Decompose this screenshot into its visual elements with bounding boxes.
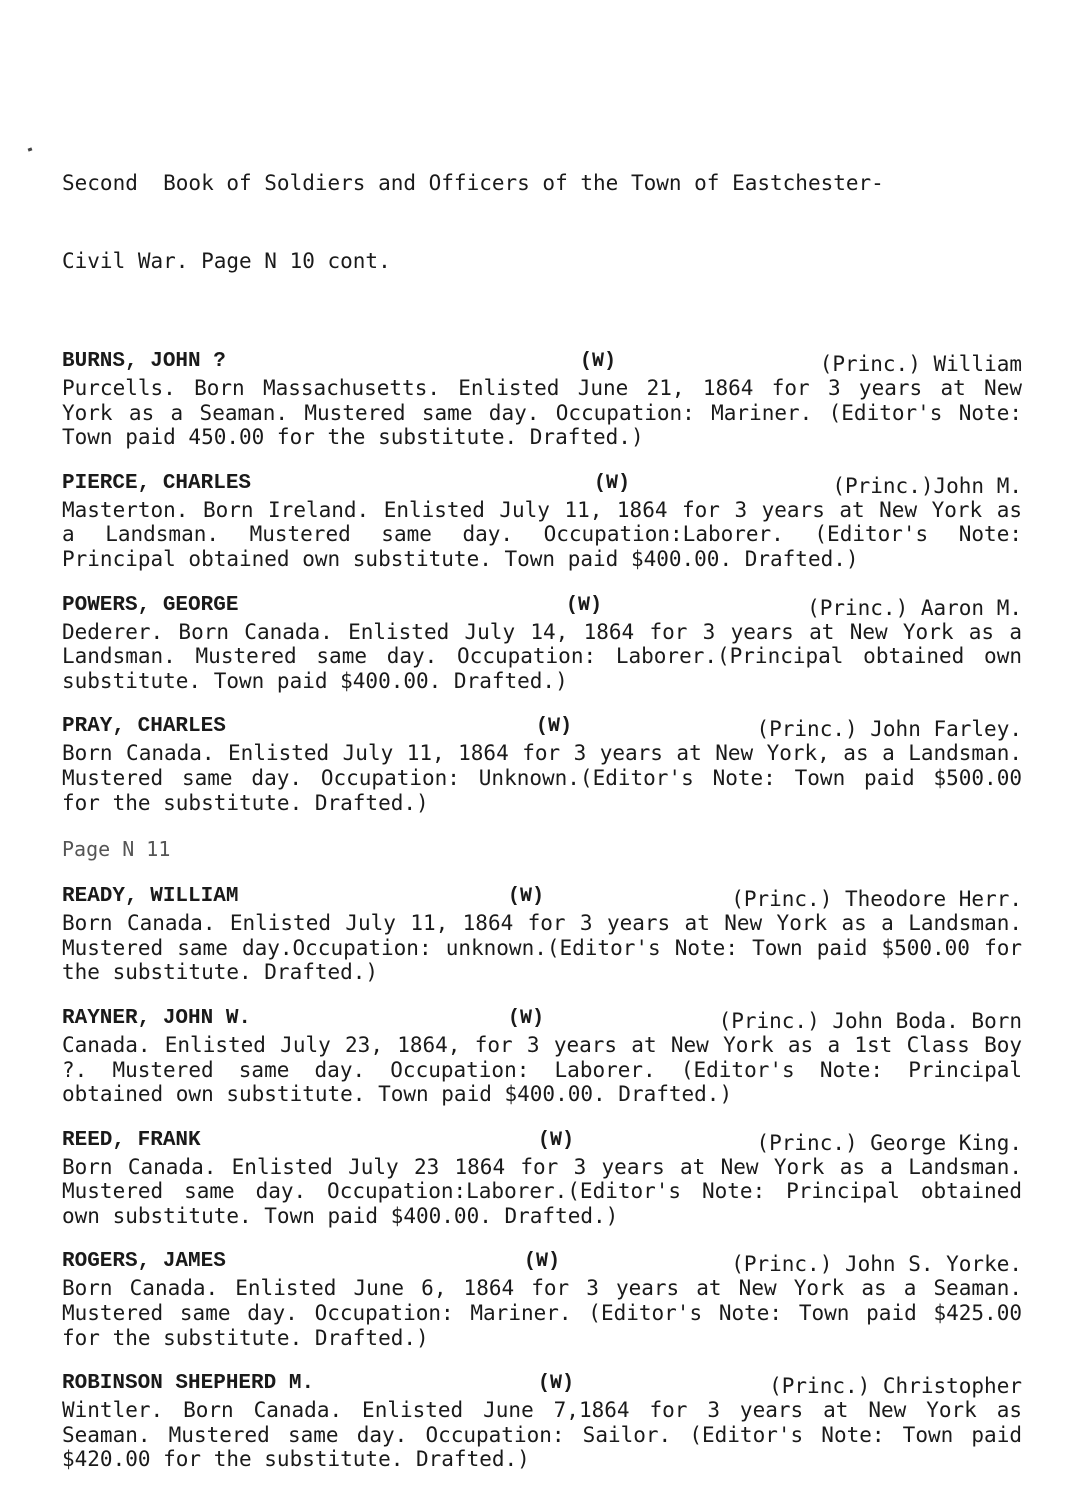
entry-text: Born Canada. Enlisted July 11, 1864 for 3 years at New York, as a Landsman. Mustered same day. Occupation: Unknown.(Editor's Note: Town paid $500.00 for the substitute. Drafted.) <box>62 741 1022 815</box>
soldier-name: REED, FRANK <box>62 1128 201 1152</box>
ward-mark: (W) <box>536 715 573 739</box>
ward-mark: (W) <box>508 885 545 909</box>
document-page <box>62 118 1022 1494</box>
soldier-name: ROGERS, JAMES <box>62 1250 226 1274</box>
page-marker: Page N 11 <box>62 837 171 862</box>
scan-speck <box>28 147 33 151</box>
entry-heading <box>62 715 1022 741</box>
soldier-name: PIERCE, CHARLES <box>62 471 252 495</box>
soldier-name: RAYNER, JOHN W. <box>62 1006 252 1030</box>
principal-name: (Princ.) Theodore Herr. <box>731 887 1022 912</box>
principal-name: (Princ.) John S. Yorke. <box>731 1252 1022 1277</box>
entry-text: Masterton. Born Ireland. Enlisted July 11, 1864 for 3 years at New York as a Landsman. Mustered same day. Occupation:Laborer. (Editor's Note: Principal obtained own substitute. Town paid $400.00. Drafted.) <box>62 497 1022 571</box>
soldier-entry-reed <box>62 1129 1022 1229</box>
soldier-name: PRAY, CHARLES <box>62 715 226 739</box>
entry-text: Wintler. Born Canada. Enlisted June 7,1864 for 3 years at New York as Seaman. Mustered same day. Occupation: Sailor. (Editor's Note: Town paid $420.00 for the substitute. Drafted.) <box>62 1398 1022 1472</box>
principal-name: (Princ.)John M. <box>832 473 1022 498</box>
ward-mark: (W) <box>566 593 603 617</box>
principal-name: (Princ.) George King. <box>756 1130 1022 1155</box>
entry-heading <box>62 1372 1022 1398</box>
ward-mark: (W) <box>594 471 631 495</box>
entry-text: Purcells. Born Massachusetts. Enlisted June 21, 1864 for 3 years at New York as a Seaman. Mustered same day. Occupation: Mariner. (Editor's Note: Town paid 450.00 for the substitute. Drafted.) <box>62 376 1022 450</box>
entry-text: Dederer. Born Canada. Enlisted July 14, 1864 for 3 years at New York as a Landsman. Mustered same day. Occupation: Laborer.(Principal obtained own substitute. Town paid $400.00. Drafted.) <box>62 619 1022 693</box>
entry-heading <box>62 1129 1022 1155</box>
ward-mark: (W) <box>538 1372 575 1396</box>
header-line-2: Civil War. Page N 10 cont. <box>62 249 391 273</box>
soldier-entry-pray <box>62 715 1022 815</box>
document-header <box>62 118 1022 326</box>
principal-name: (Princ.) John Boda. Born <box>718 1008 1022 1033</box>
soldier-entry-ready <box>62 885 1022 985</box>
principal-name: (Princ.) John Farley. <box>756 717 1022 742</box>
ward-mark: (W) <box>508 1006 545 1030</box>
soldier-name: BURNS, JOHN ? <box>62 350 226 373</box>
soldier-entry-burns <box>62 350 1022 450</box>
entry-heading <box>62 885 1022 911</box>
entry-text: Born Canada. Enlisted June 6, 1864 for 3 years at New York as a Seaman. Mustered same day. Occupation: Mariner. (Editor's Note: Town paid $425.00 for the substitute. Drafted.) <box>62 1276 1022 1350</box>
entry-heading <box>62 594 1022 620</box>
soldier-name: ROBINSON SHEPHERD M. <box>62 1372 315 1396</box>
soldier-name: READY, WILLIAM <box>62 885 239 909</box>
soldier-entry-rogers <box>62 1250 1022 1350</box>
soldier-entry-powers <box>62 594 1022 694</box>
ward-mark: (W) <box>524 1250 561 1274</box>
entry-text: Born Canada. Enlisted July 23 1864 for 3 years at New York as a Landsman. Mustered same day. Occupation:Laborer.(Editor's Note: Principal obtained own substitute. Town paid $400.00. Drafted.) <box>62 1154 1022 1228</box>
soldier-entry-pierce <box>62 472 1022 572</box>
entry-heading <box>62 1250 1022 1276</box>
principal-name: (Princ.) Christopher <box>769 1374 1022 1399</box>
soldier-name: POWERS, GEORGE <box>62 593 239 617</box>
entry-heading <box>62 1007 1022 1033</box>
ward-mark: (W) <box>538 1128 575 1152</box>
soldier-entry-rayner <box>62 1007 1022 1107</box>
entry-heading <box>62 472 1022 498</box>
soldier-entry-robinson <box>62 1372 1022 1472</box>
principal-name: (Princ.) Aaron M. <box>807 595 1022 620</box>
entry-text: Born Canada. Enlisted July 11, 1864 for 3 years at New York as a Landsman. Mustered same day.Occupation: unknown.(Editor's Note: Town paid $500.00 for the substitute. Drafted.) <box>62 911 1022 985</box>
entry-text: Canada. Enlisted July 23, 1864, for 3 years at New York as a 1st Class Boy ?. Mustered same day. Occupation: Laborer. (Editor's Note: Principal obtained own substitute. Town paid $400.00. Drafted.) <box>62 1032 1022 1107</box>
ward-mark: (W) <box>580 350 617 373</box>
header-line-1: Second Book of Soldiers and Officers of the Town of Eastchester- <box>62 171 884 195</box>
principal-name: (Princ.) William <box>819 352 1022 376</box>
entry-heading <box>62 350 1022 376</box>
